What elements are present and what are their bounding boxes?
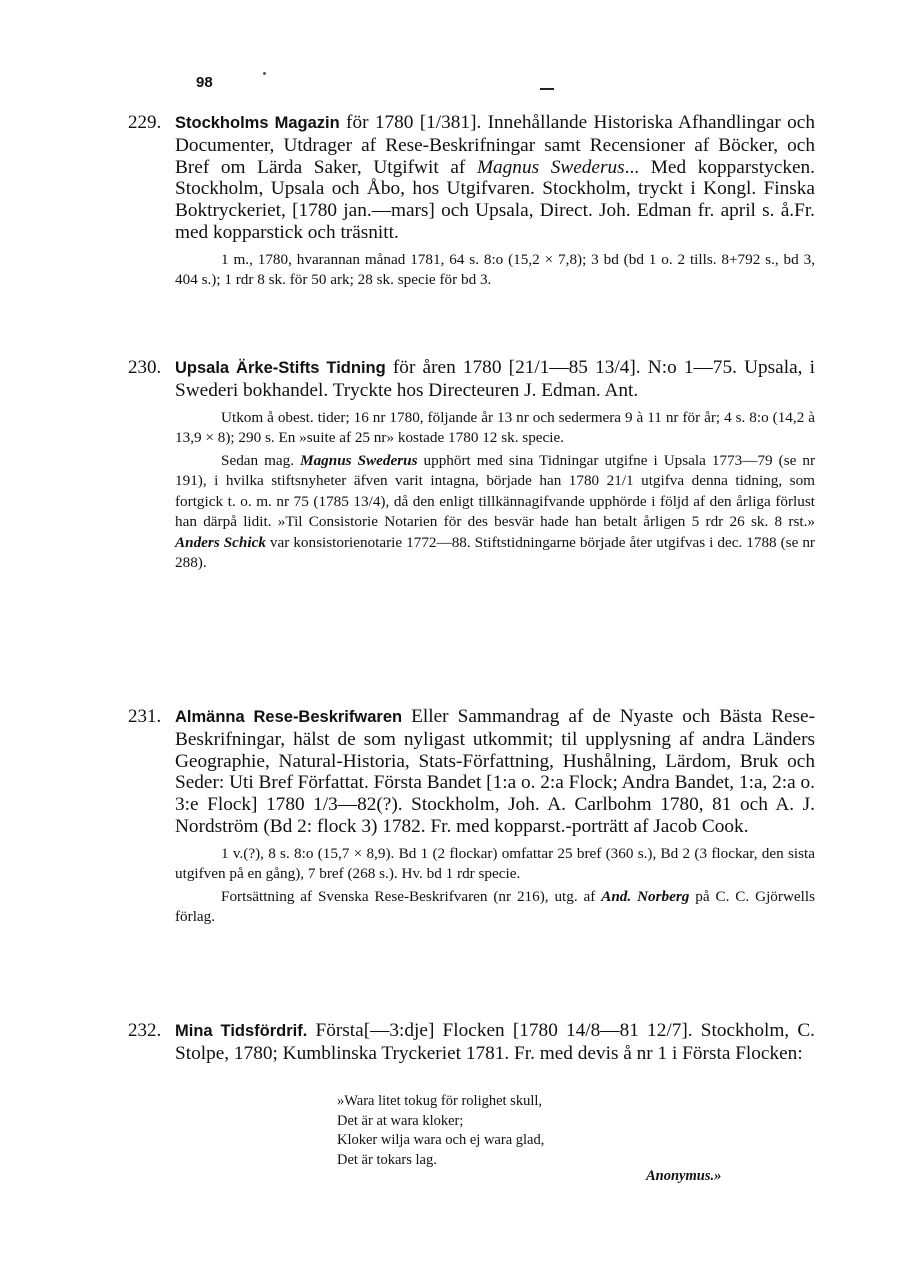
entry-note: Fortsättning af Svenska Rese-Beskrifvaren (nr 216), utg. af And. Norberg på C. C. Gjörwells förlag.	[175, 887, 816, 926]
entry-number: 230.	[128, 357, 162, 378]
poem-line: Det är at wara kloker;	[337, 1112, 464, 1129]
entry-note: 1 m., 1780, hvarannan månad 1781, 64 s. 8:o (15,2 × 7,8); 3 bd (bd 1 o. 2 tills. 8+792 s., bd 3, 404 s.); 1 rdr 8 sk. för 50 ark; 28 sk. specie för bd 3.	[175, 250, 815, 289]
author-name: Magnus Swederus	[300, 451, 418, 469]
entry-note: Sedan mag. Magnus Swederus upphört med sina Tidningar utgifne i Upsala 1773—79 (se nr 191), i hvilka stiftsnyheter äfven varit intagna, började han 1780 21/1 utgifva denna tidning, som fortgick t. o. m. nr 75 (1785 13/4), då den enligt tillkännagifvande upphörde i följd af den årliga förlust han därpå lidit. »Til Consistorie Notarien för des besvär hade han betalt årligen 5 rdr 26 sk. 8 rst.» Anders Schick var konsistorienotarie 1772—88. Stiftstidningarne började åter utgifvas i dec. 1788 (se nr 288).	[175, 451, 815, 572]
poem-line: Kloker wilja wara och ej wara glad,	[337, 1132, 545, 1148]
entry-231	[128, 706, 816, 928]
entry-note: 1 v.(?), 8 s. 8:o (15,7 × 8,9). Bd 1 (2 flockar) omfattar 25 bref (360 s.), Bd 2 (3 flockar, den sista utgifven på en gång), 7 bref (268 s.). Hv. bd 1 rdr specie.	[175, 844, 815, 883]
poem-line: »Wara litet tokug för rolighet skull,	[337, 1093, 543, 1109]
entry-title: Mina Tidsfördrif.	[175, 1022, 308, 1040]
entry-232	[128, 1020, 815, 1065]
entry-229	[128, 112, 815, 291]
entry-body: Mina Tidsfördrif. Första[—3:dje] Flocken [1780 14/8—81 12/7]. Stockholm, C. Stolpe, 1780; Kumblinska Tryckeriet 1781. Fr. med devis å nr 1 i Första Flocken:	[175, 1020, 815, 1064]
entry-230	[128, 357, 815, 574]
poem-signature: Anonymus.»	[646, 1168, 722, 1184]
entry-number: 231.	[128, 706, 162, 727]
entry-title: Upsala Ärke-Stifts Tidning	[175, 359, 386, 377]
page-number: 98	[196, 74, 213, 91]
motto-poem	[337, 1092, 544, 1170]
entry-note: Utkom å obest. tider; 16 nr 1780, följande år 13 nr och sedermera 9 à 11 nr för år; 4 s. 8:o (14,2 à 13,9 × 8); 290 s. En »suite af 25 nr» kostade 1780 12 sk. specie.	[175, 408, 815, 447]
poem-line: Det är tokars lag.	[337, 1151, 437, 1168]
author-name: And. Norberg	[601, 887, 690, 905]
printed-dash	[540, 88, 554, 90]
entry-number: 232.	[128, 1020, 162, 1041]
entry-body: Stockholms Magazin för 1780 [1/381]. Innehållande Historiska Afhandlingar och Documenter, Utdrager af Rese-Beskrifningar samt Recensioner af Böcker, och Bref om Lärda Saker, Utgifwit af Magnus Swederus... Med kopparstycken. Stockholm, Upsala och Åbo, hos Utgifvaren. Stockholm, tryckt i Kongl. Finska Boktryckeriet, [1780 jan.—mars] och Upsala, Direct. Joh. Edman fr. april s. å.Fr. med kopparstick och träsnitt.	[175, 112, 815, 243]
entry-title: Almänna Rese-Beskrifwaren	[175, 708, 403, 726]
ink-speck	[263, 72, 266, 75]
entry-title: Stockholms Magazin	[175, 114, 340, 132]
author-name: Magnus Swederus	[476, 156, 625, 178]
entry-number: 229.	[128, 112, 162, 133]
entry-body: Almänna Rese-Beskrifwaren Eller Sammandrag af de Nyaste och Bästa Rese-Beskrifningar, hälst de som nyligast utkommit; til upplysning af andra Länders Geographie, Natural-Historia, Stats-Författning, Hushålning, Lärdom, Bruk och Seder: Uti Bref Författat. Första Bandet [1:a o. 2:a Flock; Andra Bandet, 1:a, 2:a o. 3:e Flock] 1780 1/3—82(?). Stockholm, Joh. A. Carlbohm 1780, 81 och A. J. Nordström (Bd 2: flock 3) 1782. Fr. med kopparst.-porträtt af Jacob Cook.	[175, 706, 815, 837]
entry-body: Upsala Ärke-Stifts Tidning för åren 1780 [21/1—85 13/4]. N:o 1—75. Upsala, i Swederi bokhandel. Tryckte hos Directeuren J. Edman. Ant.	[175, 357, 815, 401]
author-name: Anders Schick	[175, 533, 266, 551]
